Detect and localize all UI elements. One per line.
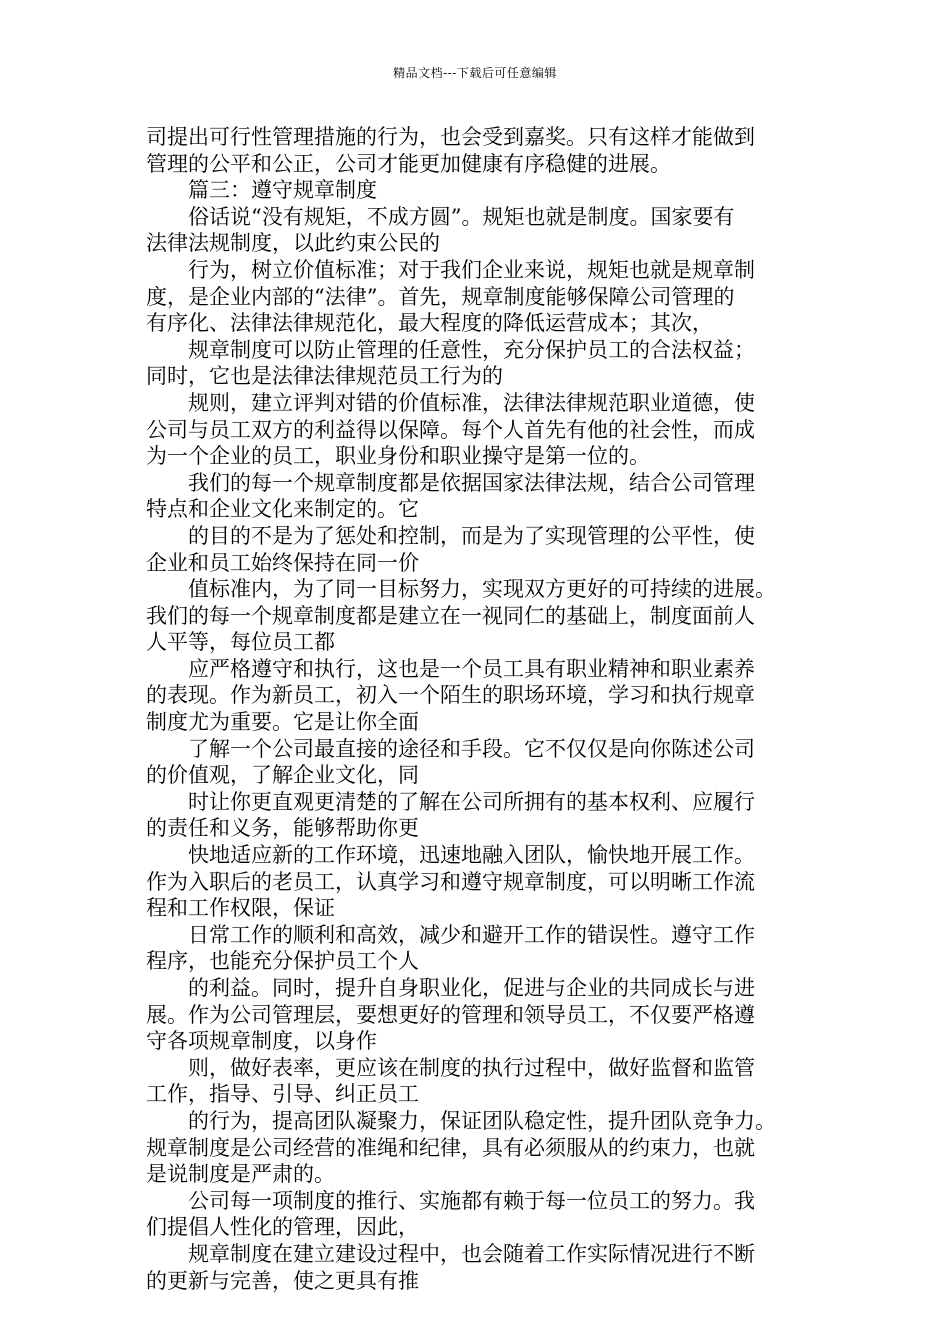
text-line: 的表现。作为新员工，初入一个陌生的职场环境，学习和执行规章 (146, 683, 755, 708)
text-line: 应严格遵守和执行，这也是一个员工具有职业精神和职业素养 (188, 656, 755, 681)
text-line: 快地适应新的工作环境，迅速地融入团队，愉快地开展工作。 (188, 843, 755, 868)
text-line: 管理的公平和公正，公司才能更加健康有序稳健的进展。 (146, 151, 671, 176)
text-line: 企业和员工始终保持在同一价 (146, 550, 419, 575)
text-line: 作为入职后的老员工，认真学习和遵守规章制度，可以明晰工作流 (146, 869, 755, 894)
text-line: 我们的每一个规章制度都是依据国家法律法规，结合公司管理 (188, 470, 755, 495)
text-line: 的责任和义务，能够帮助你更 (146, 816, 419, 841)
text-line: 特点和企业文化来制定的。它 (146, 497, 419, 522)
text-line: 有序化、法律法律规范化，最大程度的降低运营成本；其次， (146, 311, 713, 336)
text-line: 的价值观，了解企业文化，同 (146, 763, 419, 788)
text-line: 司提出可行性管理措施的行为，也会受到嘉奖。只有这样才能做到 (146, 125, 755, 149)
text-line: 值标准内，为了同一目标努力，实现双方更好的可持续的进展。 (188, 577, 776, 602)
text-line: 日常工作的顺利和高效，减少和避开工作的错误性。遵守工作 (188, 922, 755, 947)
text-line: 是说制度是严肃的。 (146, 1162, 335, 1187)
text-line: 行为，树立价值标准；对于我们企业来说，规矩也就是规章制 (188, 257, 755, 282)
text-line: 度，是企业内部的“法律”。首先，规章制度能够保障公司管理的 (146, 284, 735, 309)
text-line: 程和工作权限，保证 (146, 896, 335, 921)
header-note: 精品文档---下载后可任意编辑 (393, 66, 557, 80)
text-line: 的行为，提高团队凝聚力，保证团队稳定性，提升团队竞争力。 (188, 1108, 776, 1133)
text-line: 规章制度可以防止管理的任意性，充分保护员工的合法权益； (188, 337, 755, 362)
text-line: 为一个企业的员工，职业身份和职业操守是第一位的。 (146, 444, 650, 469)
text-line: 规则，建立评判对错的价值标准，法律法律规范职业道德，使 (188, 390, 755, 415)
text-line: 时让你更直观更清楚的了解在公司所拥有的基本权利、应履行 (188, 789, 755, 814)
text-line: 篇三：遵守规章制度 (188, 178, 377, 203)
text-line: 人平等，每位员工都 (146, 630, 335, 655)
text-line: 们提倡人性化的管理，因此， (146, 1215, 419, 1240)
text-line: 展。作为公司管理层，要想更好的管理和领导员工，不仅要严格遵 (146, 1002, 755, 1027)
text-line: 法律法规制度，以此约束公民的 (146, 231, 440, 256)
text-line: 的利益。同时，提升自身职业化，促进与企业的共同成长与进 (188, 976, 755, 1000)
text-line: 的更新与完善，使之更具有推 (146, 1268, 419, 1293)
text-line: 我们的每一个规章制度都是建立在一视同仁的基础上，制度面前人 (146, 603, 755, 628)
body-text (146, 124, 812, 1294)
text-line: 规章制度在建立建设过程中，也会随着工作实际情况进行不断 (188, 1241, 755, 1266)
text-line: 制度尤为重要。它是让你全面 (146, 710, 419, 735)
text-line: 公司与员工双方的利益得以保障。每个人首先有他的社会性，而成 (146, 417, 755, 442)
text-line: 的目的不是为了惩处和控制，而是为了实现管理的公平性，使 (188, 523, 755, 548)
text-line: 俗话说“没有规矩，不成方圆”。规矩也就是制度。国家要有 (188, 204, 735, 229)
text-line: 公司每一项制度的推行、实施都有赖于每一位员工的努力。我 (188, 1188, 755, 1213)
text-line: 了解一个公司最直接的途径和手段。它不仅仅是向你陈述公司 (188, 736, 755, 761)
text-line: 同时，它也是法律法律规范员工行为的 (146, 364, 503, 389)
text-line: 程序，也能充分保护员工个人 (146, 949, 419, 974)
text-line: 守各项规章制度，以身作 (146, 1029, 377, 1054)
text-line: 工作，指导、引导、纠正员工 (146, 1082, 419, 1107)
text-line: 则，做好表率，更应该在制度的执行过程中，做好监督和监管 (188, 1055, 755, 1080)
text-line: 规章制度是公司经营的准绳和纪律，具有必须服从的约束力，也就 (146, 1135, 755, 1160)
